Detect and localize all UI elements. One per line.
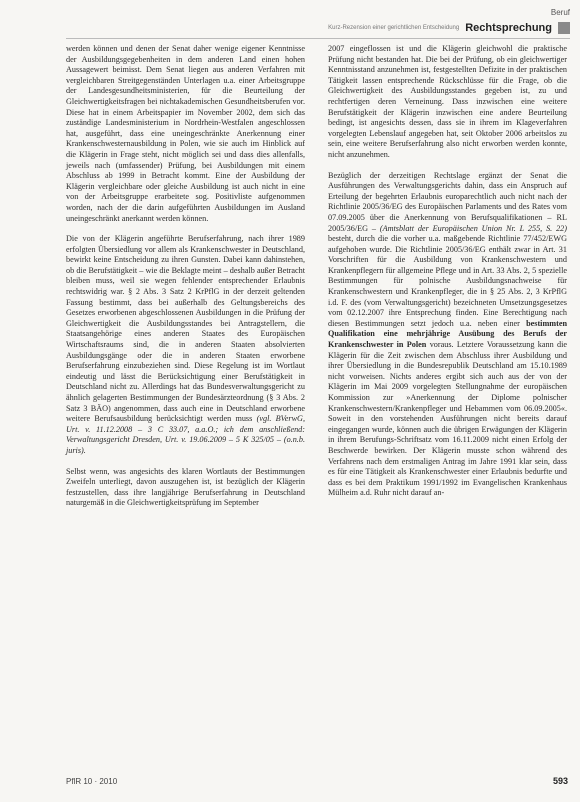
paragraph	[66, 234, 305, 456]
header-marker	[558, 22, 570, 34]
paragraph: werden können und denen der Senat daher wenige eigener Kenntnisse der Ausbildungsgegebenheiten in dem anderen Land einen hohen Aussagewert beimisst. Dem Senat liegen aus anderen Verfahren mit vergleichbaren Streitgegenständen Unterlagen u.a. einer Arbeitsgruppe der Landesgesundheitsministerien, für die Beurteilung der Gleichwertigkeitsfragen bei nichtakademischen Gesundheitsberufen vor. Diese hat in einem Arbeitspapier im November 2002, dem sich das zuständige Landesministerium in Nordrhein-Westfalen angeschlossen hat, ausgeführt, dass eine uneingeschränkte Anerkennung einer Krankenschwesternausbildung in Polen, wie sie auch im Hinblick auf die Klägerin in Frage steht, nicht möglich sei und dass dies allenfalls, jeweils nach (umfassender) Prüfung, bei Ausbildungen mit einem Abschluss ab 1999 in Betracht kommt. Eine der Ausbildung der Klägerin vergleichbare oder gleiche Ausbildung ist auch nicht in eine von der Arbeitsgruppe erarbeitete sog. Positivliste aufgenommen worden, nach der die darin aufgeführten Ausbildungen im Ausland uneingeschränkt anerkannt werden können.	[66, 44, 305, 223]
paragraph-text: voraus. Letztere Voraussetzung kann die Klägerin für die Zeit zwischen dem Abschluss ihrer Ausbildung und ihrer Übersiedlung in die Bundesrepublik Deutschland am 15.10.1989 nicht vorweisen. Nichts anderes ergibt sich auch aus der von der Klägerin im Mai 2009 vorgelegten Stellungnahme der europäischen Kommission zur »Anerkennung der Diplome polnischer Krankenschwestern/Krankenpfleger und Hebammen vom 06.09.2005«. Soweit in den vorstehenden Ausführungen nicht bereits darauf eingegangen wurde, können auch die übrigen Erwägungen der Klägerin in ihrem Berufungs-Schriftsatz vom 16.11.2009 nicht einen Erfolg der Beschwerde bewirken. Der Klägerin musste schon während des Verfahrens nach dem erstmaligen Antrag im Jahre 1991 klar sein, dass es für eine Tätigkeit als Krankenschwester einer Erlaubnis bedurfte und dass es bei dem Praktikum 1991/1992 im Evangelischen Krankenhaus Mülheim a.d. Ruhr nicht darauf an-	[328, 340, 568, 498]
paragraph-text: besteht, durch die die vorher u.a. maßgebende Richtlinie 77/452/EWG aufgehoben wurde. Die Richtlinie 2005/36/EG enthält zwar in Art. 31 Vorschriften für die Ausbildung von Krankenschwestern und Krankenpflegern für allgemeine Pflege und in Art. 33 Abs. 2, 5 spezielle Bestimmungen für polnische Ausbildungsnachweise für Krankenschwestern und Krankenpfleger, die in § 25 Abs. 2, 3 KrPflG i.d. F. des (vom Verwaltungsgericht) bezeichneten Umsetzungsgesetzes vom 02.12.2007 ihre Entsprechung finden. Eine Berechtigung nach diesen Bestimmungen setzt jedoch u.a. neben einer	[328, 234, 567, 328]
paragraph	[328, 171, 567, 499]
emphasis-text: bestimmten Qualifikation eine mehrjährige Ausübung des Berufs der Krankenschwester in Polen	[328, 318, 568, 350]
header-divider	[66, 38, 570, 39]
paragraph-text: Die von der Klägerin angeführte Berufserfahrung, nach ihrer 1989 erfolgten Übersiedlung vor allem als Krankenschwester in Deutschland, bewirkt keine Entscheidung zu ihren Gunsten. Dabei kann dahinstehen, ob die Berufstätigkeit – wie die Beklagte meint – deshalb außer Betracht bleiben muss, weil sie wegen fehlender entsprechender Erlaubnis rechtswidrig war. § 2 Abs. 3 Satz 2 KrPflG in der derzeit geltenden Fassung bestimmt, dass bei außerhalb des Geltungsbereichs des Gesetzes erworbenen abgeschlossenen Ausbildungen in die Prüfung der Gleichwertigkeit die Ausbildungsstandes bei Antragstellern, die Staatsangehörige eines anderen Staates des Europäischen Wirtschaftsraums sind, die in anderen Staaten absolvierten Ausbildungsgänge oder die in anderen Staaten erworbene Berufserfahrung einzubeziehen sind. Diese Regelung ist im Wortlaut eindeutig und lässt die Berücksichtigung einer Berufstätigkeit in Deutschland nicht zu. Allerdings hat das Bundesverwaltungsgericht zu ähnlich gelagerten Bestimmungen der Bundesärzteordnung (§ 3 Abs. 2 Satz 3 BÄO) angenommen, dass auch eine in Deutschland erworbene weitere Berufsausbildung berücksichtigt werden muss	[66, 234, 305, 424]
section-label: Beruf	[550, 8, 570, 17]
paragraph: Selbst wenn, was angesichts des klaren Wortlauts der Bestimmungen Zweifeln unterliegt, davon auszugehen ist, ist bezüglich der Klägerin festzustellen, dass ihre langjährige Berufserfahrung in Deutschland naturgemäß in die Gleichwertigkeitsprüfung im September	[66, 466, 305, 508]
page-header	[260, 20, 570, 36]
citation: (vgl. BVerwG, Urt. v. 11.12.2008 – 3 C 33.07, a.a.O.; ich dem anschließend: Verwaltungsgericht Dresden, Urt. v. 19.06.2009 – 5 K 325/05 – (o.n.b. juris).	[66, 414, 306, 455]
citation: (Amtsblatt der Europäischen Union Nr. L 255, S. 22)	[379, 223, 568, 233]
header-subtitle: Kurz-Rezension einer gerichtlichen Entscheidung	[328, 25, 460, 31]
journal-reference: PflR 10 · 2010	[66, 777, 118, 786]
page-number: 593	[552, 776, 568, 786]
right-column	[328, 44, 567, 499]
paragraph-text: Bezüglich der derzeitigen Rechtslage ergänzt der Senat die Ausführungen des Verwaltungsgerichts dahin, dass ein Anspruch auf Erteilung der begehrten Erlaubnis europarechtlich auch nicht nach der Richtlinie 2005/36/EG des Europäischen Parlaments und des Rates vom 07.09.2005 über die Anerkennung von Berufsqualifikationen – RL 2005/36/EG –	[328, 170, 567, 233]
left-column	[66, 44, 305, 509]
header-title: Rechtsprechung	[465, 22, 552, 34]
paragraph: 2007 eingeflossen ist und die Klägerin gleichwohl die praktische Prüfung nicht bestanden hat. Die bei der Prüfung, ob ein gleichwertiger Kenntnisstand anzunehmen ist, festgestellten Defizite in der praktischen Tätigkeit lassen entsprechende Rückschlüsse für die Frage, ob die Gleichwertigkeit des Ausbildungsstandes gegeben ist, zu und rechtfertigen deren Verneinung. Dass inzwischen eine weitere Berufstätigkeit der Klägerin inzwischen eine andere Beurteilung bedingt, ist angesichts dessen, dass sie in ihrem im Klageverfahren vorgelegten Lebenslauf angegeben hat, seit Oktober 2006 arbeitslos zu sein, eine weitere Berufserfahrung also nicht erworben werden konnte, nicht anzunehmen.	[328, 44, 567, 159]
